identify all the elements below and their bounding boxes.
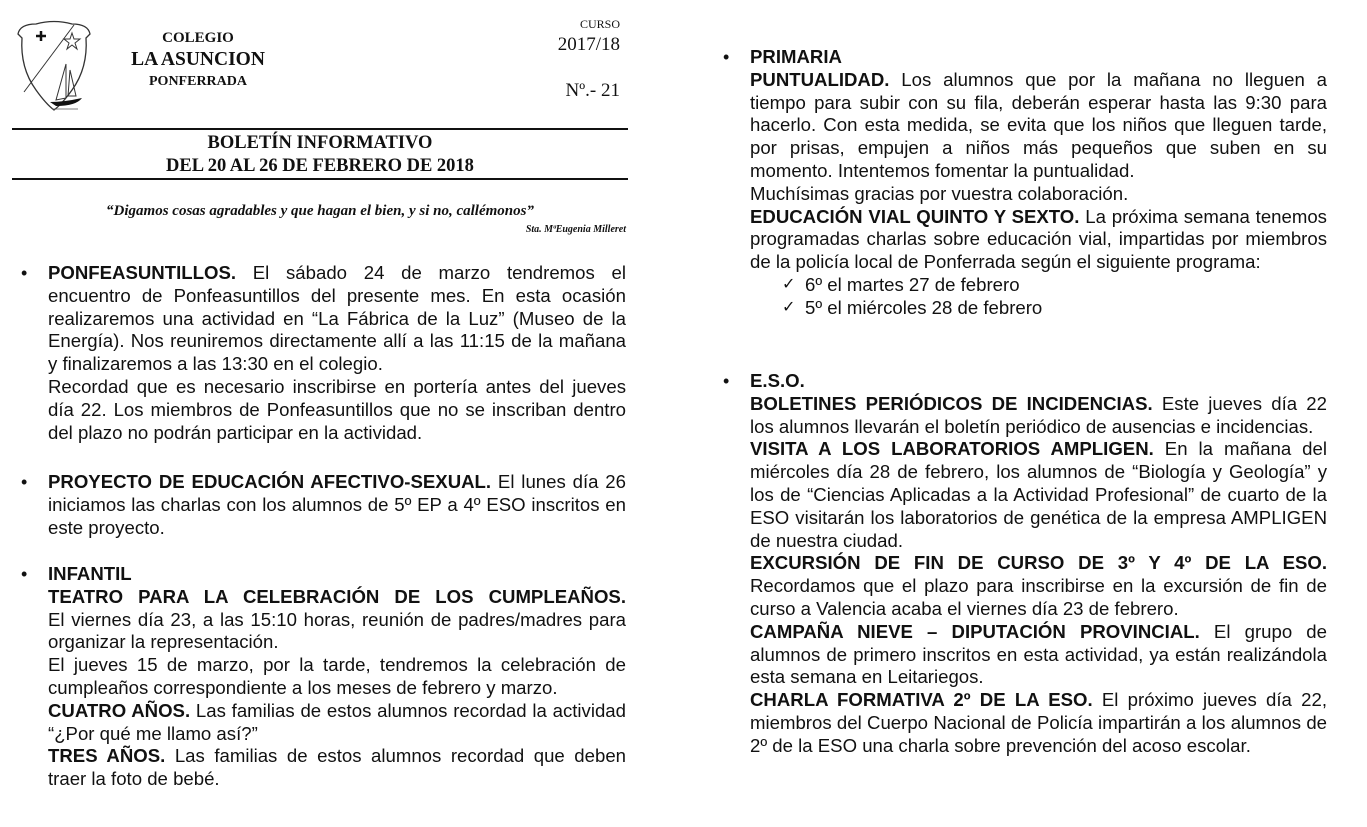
bulletin-dates: DEL 20 AL 26 DE FEBRERO DE 2018 <box>166 156 474 176</box>
primaria-heading: PRIMARIA <box>750 46 842 67</box>
visita-text: En la mañana del miércoles día 28 de febrero, los alumnos de “Biología y Geología” y los de “Ciencias Aplicadas a la Actividad Profesional” de cuarto de la ESO visitarán los laboratorios de genética de la empresa AMPLIGEN de nuestra ciudad. <box>750 438 1327 551</box>
school-line-1: COLEGIO <box>162 30 234 46</box>
tres-text: Las familias de estos alumnos recordad que deben traer la foto de bebé. <box>48 745 626 790</box>
vial-heading: EDUCACIÓN VIAL QUINTO Y SEXTO. <box>750 205 1080 227</box>
bullet-icon: • <box>723 47 730 67</box>
bullet-icon: • <box>21 564 28 584</box>
checkmark-icon: ✓ <box>782 275 796 293</box>
charla-text: El próximo jueves día 22, miembros del Cuerpo Nacional de Policía impartirán a los alumnos de 2º de la ESO una charla sobre prevención del acoso escolar. <box>750 689 1327 756</box>
bulletin-number: Nº.- 21 <box>565 80 620 101</box>
quote: “Digamos cosas agradables y que hagan el bien, y si no, callémonos” <box>106 203 534 219</box>
cuatro-text: Las familias de estos alumnos recordad la actividad “¿Por qué me llamo así?” <box>48 699 626 744</box>
charla-heading: CHARLA FORMATIVA 2º DE LA ESO. <box>750 689 1093 711</box>
boletines-text: Este jueves día 22 los alumnos llevarán el boletín periódico de ausencias e incidencias. <box>750 392 1327 437</box>
school-crest-icon <box>12 18 96 112</box>
ponfeasuntillos-heading: PONFEASUNTILLOS. <box>48 262 237 283</box>
proyecto-heading: PROYECTO DE EDUCACIÓN AFECTIVO-SEXUAL. <box>48 471 492 492</box>
checkmark-icon: ✓ <box>782 298 796 316</box>
boletines-paragraph <box>750 393 1327 439</box>
section-proyecto <box>21 471 626 539</box>
bullet-icon: • <box>21 472 28 492</box>
bullet-icon: • <box>21 263 28 283</box>
campana-text: El grupo de alumnos de primero inscritos en esta actividad, ya están realizándola esta semana en Leitariegos. <box>750 620 1327 688</box>
eso-heading: E.S.O. <box>750 370 805 391</box>
school-line-2: LA ASUNCION <box>131 49 265 70</box>
ponfeasuntillos-text: El sábado 24 de marzo tendremos el encuentro de Ponfeasuntillos del presente mes. En esta ocasión realizaremos una actividad en “La Fábrica de la Luz” (Museo de la Energía). Nos reuniremos directamente allí a las 11:15 de la mañana y finalizaremos a las 13:30 en el colegio. <box>48 262 626 375</box>
bullet-icon: • <box>723 371 730 391</box>
teatro-text-2: El jueves 15 de marzo, por la tarde, tendremos la celebración de cumpleaños correspondiente a los meses de febrero y marzo. <box>48 654 626 698</box>
teatro-heading: TEATRO PARA LA CELEBRACIÓN DE LOS CUMPLEAÑOS. <box>48 585 626 607</box>
tres-heading: TRES AÑOS. <box>48 745 166 767</box>
section-eso <box>723 370 1327 758</box>
cuatro-heading: CUATRO AÑOS. <box>48 699 191 721</box>
program-item: ✓ 6º el martes 27 de febrero <box>782 273 1020 295</box>
curso-label: CURSO <box>579 17 620 31</box>
header-divider-top <box>12 128 628 130</box>
campana-heading: CAMPAÑA NIEVE – DIPUTACIÓN PROVINCIAL. <box>750 620 1200 642</box>
visita-paragraph <box>750 438 1327 552</box>
ponfeasuntillos-paragraph-2: Recordad que es necesario inscribirse en portería antes del jueves día 22. Los miembros de Ponfeasuntillos que no se inscriban dentro del plazo no podrán participar en la actividad. <box>48 375 626 443</box>
puntualidad-paragraph <box>750 69 1327 183</box>
puntualidad-thanks: Muchísimas gracias por vuestra colaboración. <box>750 182 1129 204</box>
tres-paragraph <box>48 745 626 791</box>
excursion-text: Recordamos que el plazo para inscribirse en la excursión de fin de curso a Valencia acaba el viernes día 23 de febrero. <box>750 575 1327 619</box>
ponfeasuntillos-paragraph <box>48 262 626 376</box>
infantil-heading: INFANTIL <box>48 563 132 584</box>
vial-paragraph <box>750 206 1327 274</box>
campana-paragraph <box>750 621 1327 689</box>
proyecto-text: El lunes día 26 iniciamos las charlas con los alumnos de 5º EP a 4º ESO inscritos en este proyecto. <box>48 471 626 538</box>
section-infantil <box>21 563 626 791</box>
excursion-heading: EXCURSIÓN DE FIN DE CURSO DE 3º Y 4º DE LA ESO. <box>750 552 1327 574</box>
school-line-3: PONFERRADA <box>149 73 247 89</box>
bulletin-title: BOLETÍN INFORMATIVO <box>207 133 433 153</box>
vial-program-list <box>750 274 1327 320</box>
charla-paragraph <box>750 689 1327 757</box>
puntualidad-heading: PUNTUALIDAD. <box>750 68 890 90</box>
teatro-text: El viernes día 23, a las 15:10 horas, reunión de padres/madres para organizar la representación. <box>48 608 626 653</box>
visita-heading: VISITA A LOS LABORATORIOS AMPLIGEN. <box>750 438 1154 460</box>
boletines-heading: BOLETINES PERIÓDICOS DE INCIDENCIAS. <box>750 392 1153 414</box>
curso-value: 2017/18 <box>557 34 620 55</box>
header-divider-bottom <box>12 178 628 180</box>
cuatro-paragraph <box>48 700 626 746</box>
section-primaria <box>723 46 1327 320</box>
school-name <box>108 31 288 89</box>
puntualidad-text: Los alumnos que por la mañana no lleguen a tiempo para subir con su fila, deberán esperar hasta las 9:30 para hacerlo. Con esta medida, se evita que los niños que lleguen tarde, por prisas, empujen a niños más pequeños que suben en su momento. Intentemos fomentar la puntualidad. <box>750 68 1327 181</box>
vial-text: La próxima semana tenemos programadas charlas sobre educación vial, impartidas por miembros de la policía local de Ponferrada según el siguiente programa: <box>750 205 1327 273</box>
proyecto-paragraph <box>48 471 626 539</box>
quote-author: Sta. MªEugenia Milleret <box>525 224 626 235</box>
program-item: ✓ 5º el miércoles 28 de febrero <box>782 296 1043 318</box>
section-ponfeasuntillos <box>21 262 626 444</box>
